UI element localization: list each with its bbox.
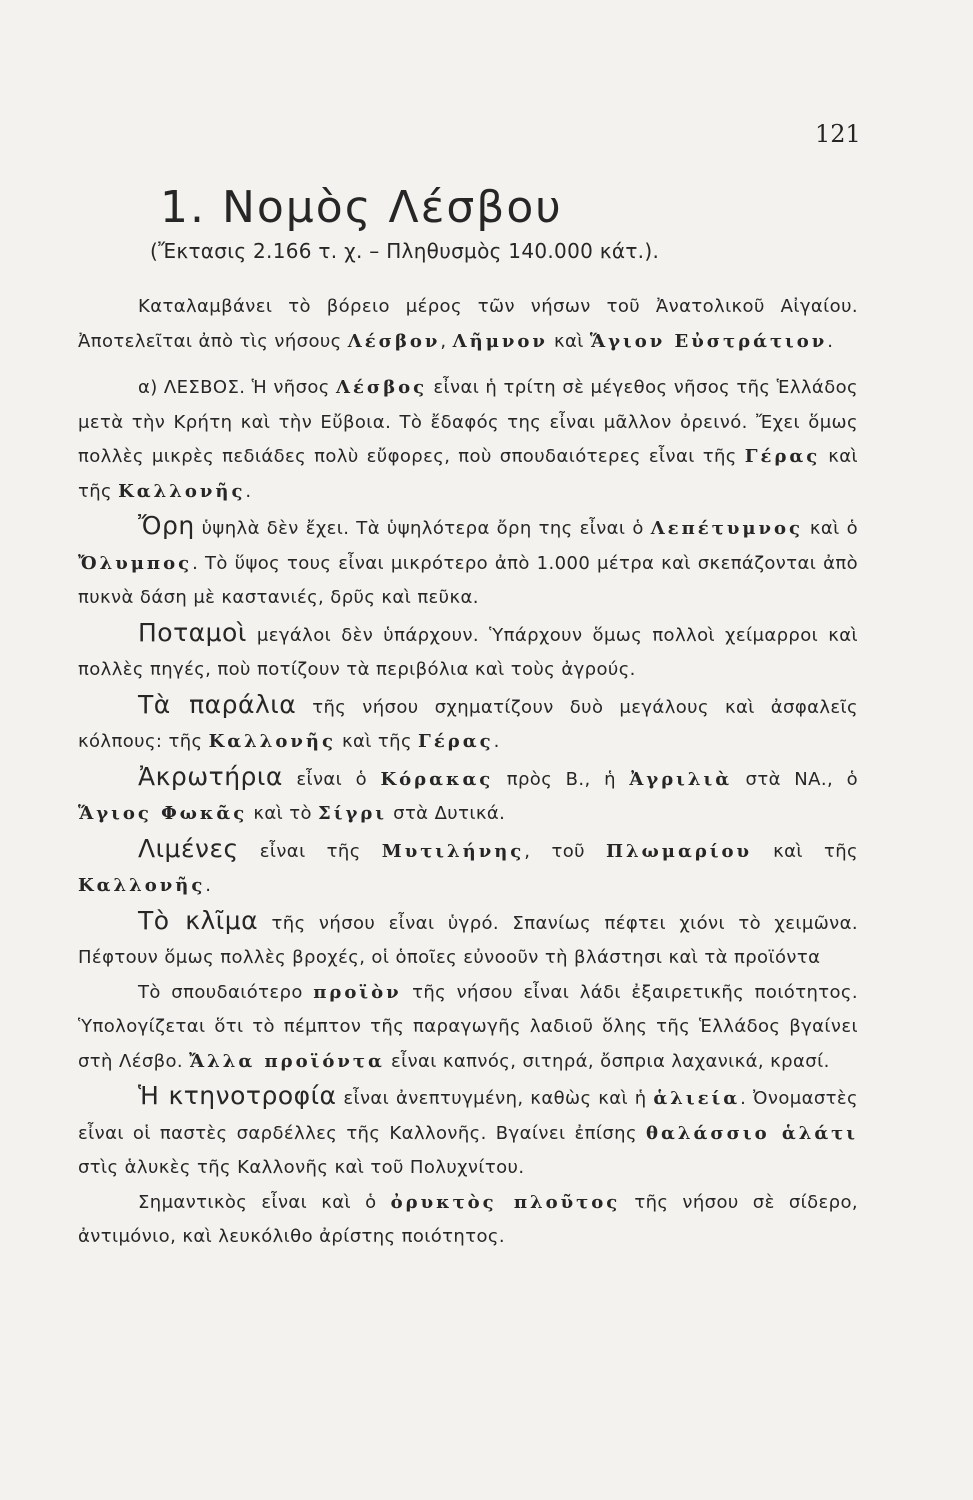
section-heading: Ἀκρωτήρια [138, 761, 283, 791]
section-heading: Τὸ κλῖμα [138, 905, 259, 935]
bold-term: προϊὸν [313, 981, 402, 1003]
bold-term: Καλλονῆς [208, 731, 336, 752]
bold-term: Γέρας [418, 731, 494, 752]
bold-term: Σίγρι [318, 803, 388, 824]
bold-term: Λεπέτυμνος [650, 518, 803, 539]
text: Σημαντικὸς εἶναι καὶ ὁ [138, 1191, 391, 1213]
bold-term: Μυτιλήνης [381, 840, 525, 862]
section-heading: Ποταμοὶ [138, 617, 247, 647]
page-subtitle: (Ἔκτασις 2.166 τ. χ. – Πληθυσμὸς 140.000 κάτ.). [150, 239, 660, 263]
text: Καταλαμβάνει τὸ βόρειο μέρος τῶν νήσων τοῦ Ἀνατολικοῦ Αἰγαίου. Ἀποτελεῖται ἀπὸ τὶς νήσους [78, 296, 858, 352]
text: Τὸ σπουδαιότερο [138, 981, 314, 1003]
bold-term: Λῆμνον [452, 330, 548, 352]
text: στὰ Δυτικά. [387, 803, 506, 824]
bold-term: Λέσβον [347, 330, 441, 352]
bold-term: Λέσβος [336, 377, 428, 398]
paragraph-mountains [78, 509, 858, 616]
paragraph-intro [78, 290, 858, 359]
text: . [245, 480, 252, 502]
bold-term: Καλλονῆς [118, 480, 246, 502]
text: τῆς νήσου εἶναι ὑγρό. Σπανίως πέφτει χιόνι τὸ χειμῶνα. Πέφτουν ὅμως πολλὲς βροχές, οἱ ὁποῖες εὐνοοῦν τὴ βλάστησι καὶ τὰ προϊόντα [78, 912, 859, 968]
section-heading: Τὰ παράλια [138, 689, 297, 719]
text: πρὸς Β., ἡ [493, 768, 630, 790]
paragraph-capes [78, 760, 858, 832]
text: καὶ [547, 330, 590, 352]
text: εἶναι καπνός, σιτηρά, ὄσπρια λαχανικά, κρασί. [384, 1050, 830, 1072]
text: ὑψηλὰ δὲν ἔχει. Τὰ ὑψηλότερα ὄρη της εἶναι ὁ [194, 518, 651, 539]
text: καὶ ὁ [802, 518, 858, 539]
paragraph-rivers [78, 616, 858, 688]
text: εἶναι τῆς [238, 840, 382, 862]
paragraph-livestock [78, 1079, 858, 1186]
text: καὶ τῆς [335, 731, 419, 752]
paragraph-harbors [78, 832, 858, 904]
bold-term: Ἀγριλιὰ [629, 768, 733, 790]
paragraph-minerals [78, 1186, 858, 1255]
section-heading: Ἡ κτηνοτροφία [138, 1081, 337, 1110]
text: τῆς νήσου σὲ σίδερο, ἀντιμόνιο, καὶ λευκόλιθο ἀρίστης ποιότητος. [78, 1191, 859, 1247]
section-heading: Ὄρη [138, 511, 195, 540]
bold-term: ὀρυκτὸς πλοῦτος [390, 1191, 621, 1213]
text: . [493, 731, 500, 752]
text: , [440, 330, 453, 352]
bold-term: Κόρακας [380, 768, 494, 790]
bold-term: ἁλιεία [653, 1088, 741, 1109]
text: τῆς νήσου σχηματίζουν δυὸ μεγάλους καὶ ἀσφαλεῖς κόλπους: τῆς [78, 696, 858, 752]
bold-term: Ἅγιον Εὐστράτιον [589, 330, 828, 352]
bold-term: Πλωμαρίου [606, 840, 753, 862]
bold-term: Ἅγιος Φωκᾶς [78, 803, 248, 824]
text: τῆς νήσου εἶναι λάδι ἐξαιρετικῆς ποιότητος. Ὑπολογίζεται ὅτι τὸ πέμπτον τῆς παραγωγῆς λαδιοῦ ὅλης τῆς Ἑλλάδος βγαίνει στὴ Λέσβο. [78, 981, 859, 1072]
bold-term: Γέρας [744, 446, 821, 467]
text: μεγάλοι δὲν ὑπάρχουν. Ὑπάρχουν ὅμως πολλοὶ χείμαρροι καὶ πολλὲς πηγές, ποὺ ποτίζουν τὰ περιβόλια καὶ τοὺς ἀγρούς. [78, 624, 858, 680]
text: . Ὀνομαστὲς εἶναι οἱ παστὲς σαρδέλλες τῆς Καλλονῆς. Βγαίνει ἐπίσης [78, 1088, 858, 1144]
text: . Τὸ ὕψος τους εἶναι μικρότερο ἀπὸ 1.000 μέτρα καὶ σκεπάζονται ἀπὸ πυκνὰ δάση μὲ καστανιές, δρῦς καὶ πεῦκα. [78, 552, 858, 608]
text: στὰ ΝΑ., ὁ [732, 768, 858, 790]
text: καὶ τὸ [247, 803, 319, 824]
bold-term: Ἄλλα προϊόντα [189, 1050, 385, 1072]
paragraph-products [78, 976, 858, 1080]
bold-term: Ὄλυμπος [78, 552, 193, 574]
bold-term: Καλλονῆς [78, 875, 206, 896]
text: . [827, 330, 834, 352]
section-heading: Λιμένες [138, 833, 239, 863]
text: στὶς ἁλυκὲς τῆς Καλλονῆς καὶ τοῦ Πολυχνίτου. [78, 1157, 525, 1178]
text: εἶναι ἡ τρίτη σὲ μέγεθος νῆσος τῆς Ἑλλάδος μετὰ τὴν Κρήτη καὶ τὴν Εὔβοια. Τὸ ἔδαφός της εἶναι μᾶλλον ὀρεινό. Ἔχει ὅμως πολλὲς μικρὲς πεδιάδες πολὺ εὔφορες, ποὺ σπουδαιότερες εἶναι τῆς [78, 377, 858, 467]
page-number: 121 [815, 120, 861, 148]
page-title: 1. Νομὸς Λέσβου [160, 182, 563, 233]
text: , τοῦ [524, 840, 607, 862]
paragraph-lesvos [78, 371, 858, 509]
paragraph-coast [78, 688, 858, 760]
bold-term: θαλάσσιο ἁλάτι [646, 1122, 858, 1144]
text: εἶναι ὁ [282, 768, 381, 790]
text: καὶ τῆς [78, 446, 858, 502]
text: εἶναι ἀνεπτυγμένη, καθὼς καὶ ἡ [336, 1088, 654, 1109]
paragraph-climate [78, 904, 858, 976]
text: α) ΛΕΣΒΟΣ. Ἡ νῆσος [138, 377, 337, 398]
text: καὶ τῆς [752, 840, 858, 862]
body-text [78, 290, 858, 1255]
text: . [205, 875, 212, 896]
